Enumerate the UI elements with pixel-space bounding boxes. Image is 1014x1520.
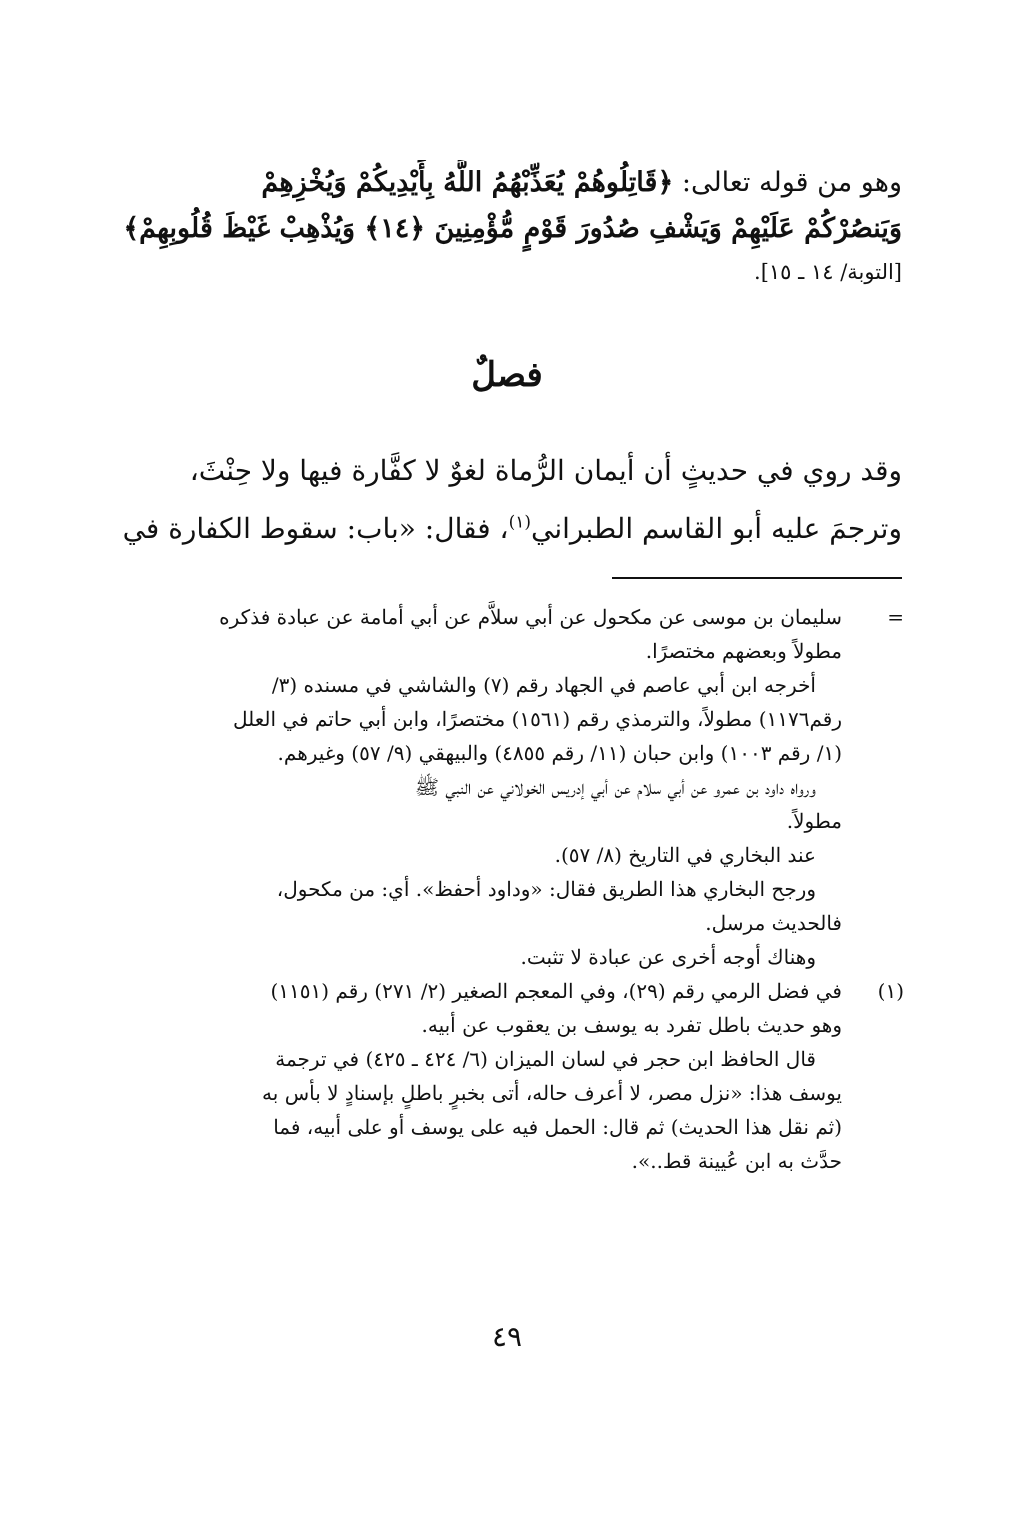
page-number: ٤٩ bbox=[491, 1320, 523, 1353]
footnote-line: وهناك أوجه أخرى عن عبادة لا تثبت. bbox=[520, 945, 816, 969]
footnote-line: أخرجه ابن أبي عاصم في الجهاد رقم (٧) والشاشي في مسنده (٣/ bbox=[271, 673, 816, 697]
body-line-2-part-1: وترجمَ عليه أبو القاسم الطبراني bbox=[531, 512, 902, 545]
footnote-line: رقم١١٧٦) مطولاً، والترمذي رقم (١٥٦١) مختصرًا، وابن أبي حاتم في العلل bbox=[232, 707, 842, 731]
footnote-line: (ثم نقل هذا الحديث) ثم قال: الحمل فيه على يوسف أو على أبيه، فما bbox=[273, 1115, 842, 1139]
footnote-1 bbox=[107, 974, 902, 1178]
footnote-line: حدَّث به ابن عُيينة قط..». bbox=[631, 1149, 842, 1173]
footnote-line: فالحديث مرسل. bbox=[705, 911, 842, 935]
footnote-line: ورجح البخاري هذا الطريق فقال: «وداود أحفظ». أي: من مكحول، bbox=[276, 877, 816, 901]
footnote-line: مطولاً. bbox=[786, 809, 842, 833]
body-line-2 bbox=[107, 500, 902, 558]
verse-citation: [التوبة/ ١٤ ـ ١٥]. bbox=[754, 260, 902, 284]
body-line-2-part-2: ، فقال: «باب: سقوط الكفارة في bbox=[122, 512, 509, 545]
footnote-line: قال الحافظ ابن حجر في لسان الميزان (٦/ ٤٢٤ ـ ٤٢٥) في ترجمة bbox=[275, 1047, 816, 1071]
section-title: فصلٌ bbox=[471, 355, 543, 395]
footnote-continuation bbox=[107, 600, 902, 974]
footnote-line: عند البخاري في التاريخ (٨/ ٥٧). bbox=[554, 843, 816, 867]
verse-intro: وهو من قوله تعالى: bbox=[673, 167, 902, 198]
verse-line-1 bbox=[107, 160, 902, 206]
footnote-line: ورواه داود بن عمرو عن أبي سلام عن أبي إدريس الخولاني عن النبي ﷺ bbox=[414, 775, 816, 799]
footnote-line: وهو حديث باطل تفرد به يوسف بن يعقوب عن أبيه. bbox=[421, 1013, 842, 1037]
footnote-line: سليمان بن موسى عن مكحول عن أبي سلاَّم عن أبي أمامة عن عبادة فذكره bbox=[219, 605, 842, 629]
footnote-line: في فضل الرمي رقم (٢٩)، وفي المعجم الصغير (٢/ ٢٧١) رقم (١١٥١) bbox=[270, 979, 842, 1003]
footnote-1-marker: (١) bbox=[877, 979, 904, 1003]
footnote-reference-1: (١) bbox=[508, 512, 532, 533]
continuation-marker: = bbox=[887, 605, 904, 629]
footnote-line: (١/ رقم ١٠٠٣) وابن حبان (١١/ رقم ٤٨٥٥) والبيهقي (٩/ ٥٧) وغيرهم. bbox=[277, 741, 842, 765]
quran-verse-block bbox=[107, 160, 902, 292]
footnotes bbox=[107, 600, 902, 1178]
footnote-line: يوسف هذا: «نزل مصر، لا أعرف حاله، أتى بخبرٍ باطلٍ بإسنادٍ لا بأس به bbox=[262, 1081, 842, 1105]
footnote-line: مطولاً وبعضهم مختصرًا. bbox=[645, 639, 842, 663]
body-text bbox=[107, 442, 902, 558]
body-line-1: وقد روي في حديثٍ أن أيمان الرُّماة لغوٌ لا كفَّارة فيها ولا حِنْثَ، bbox=[189, 454, 902, 487]
verse-text-1: ﴿قَاتِلُوهُمْ يُعَذِّبْهُمُ اللَّهُ بِأَيْدِيكُمْ وَيُخْزِهِمْ bbox=[261, 167, 674, 198]
footnote-separator bbox=[612, 577, 902, 579]
verse-line-2: وَيَنصُرْكُمْ عَلَيْهِمْ وَيَشْفِ صُدُورَ قَوْمٍ مُّؤْمِنِينَ ﴿١٤﴾ وَيُذْهِبْ غَيْظَ قُلُوبِهِمْ﴾ bbox=[123, 213, 902, 244]
